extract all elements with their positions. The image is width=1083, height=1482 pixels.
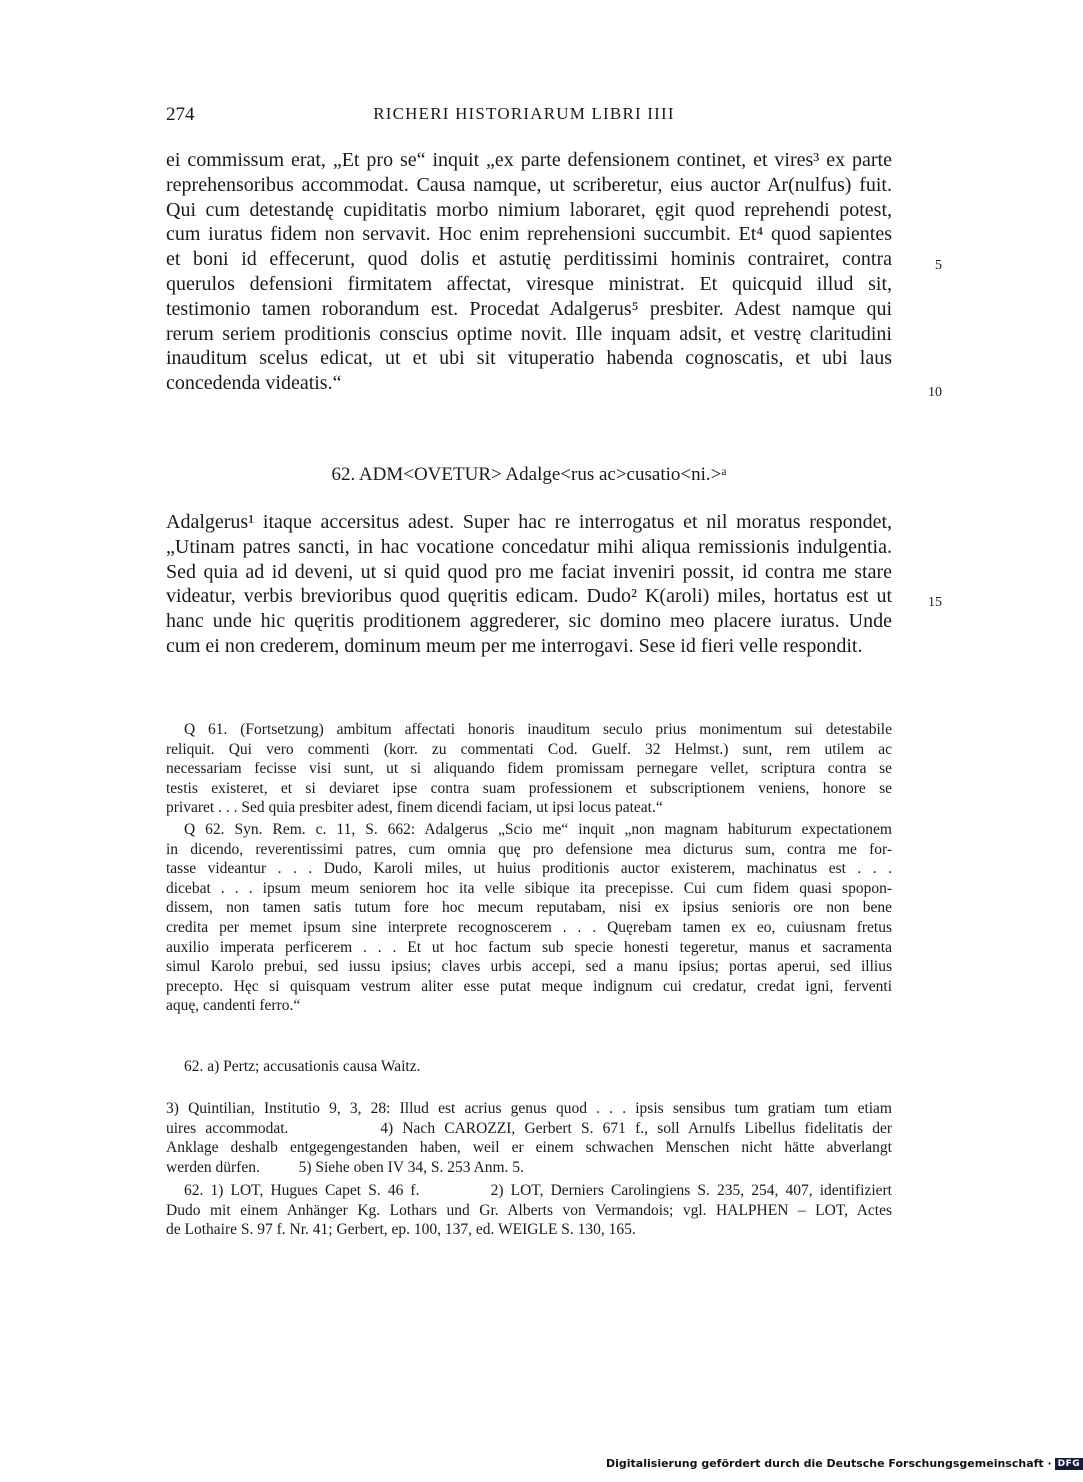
funding-footer: [606, 1457, 1081, 1473]
footnote-line: de Lothaire S. 97 f. Nr. 41; Gerbert, ep. 100, 137, ed. WEIGLE S. 130, 165.: [166, 1221, 636, 1239]
funding-note: Digitalisierung gefördert durch die Deutsche Forschungsgemeinschaft ·: [606, 1457, 1052, 1470]
page-header: [166, 104, 882, 130]
footnotes-62: [166, 1181, 892, 1240]
text-line: Sed quia ad id deveni, ut si quid quod pro me faciat inveniri possit, id contra me stare: [166, 560, 892, 583]
dfg-logo-icon: DFG: [1055, 1458, 1083, 1470]
note-line: tasse videantur . . . Dudo, Karoli miles, ut huius proditionis auctor existerem, machinatus est . . .: [166, 860, 892, 878]
running-title: RICHERI HISTORIARUM LIBRI IIII: [373, 104, 675, 123]
text-line: Adalgerus¹ itaque accersitus adest. Super hac re interrogatus et nil moratus respondet,: [166, 511, 892, 533]
source-note-q62: [166, 820, 892, 1016]
footnote-line: 62. 1) LOT, Hugues Capet S. 46 f. 2) LOT, Derniers Carolingiens S. 235, 254, 407, identifiziert: [184, 1182, 892, 1199]
chapter-heading: 62. ADM<OVETUR> Adalge<rus ac>cusatio<ni.>ᵃ: [331, 464, 727, 485]
note-line: Q 61. (Fortsetzung) ambitum affectati honoris inauditum seculo prius monimentum sui detestabile: [184, 721, 892, 738]
footnote-line: uires accommodat. 4) Nach CAROZZI, Gerbert S. 671 f., soll Arnulfs Libellus fidelitatis der: [166, 1119, 892, 1137]
apparatus-line: 62. a) Pertz; accusationis causa Waitz.: [184, 1058, 421, 1075]
note-line: reliquit. Qui vero commenti (korr. zu commentati Cod. Guelf. 32 Helmst.) sunt, rem utilem ac: [166, 740, 892, 758]
text-line: et boni id effecerunt, quod dolis et astutię perditissimi hominis contrairet, contra: [166, 248, 892, 271]
footnote-line: Dudo mit einem Anhänger Kg. Lothars und Gr. Alberts von Vermandois; vgl. HALPHEN – LOT, Actes: [166, 1201, 892, 1219]
note-line: necessariam fecisse visi sunt, ut si aliquando fidem promissam pernegare vellet, scriptura contra se: [166, 760, 892, 778]
text-line: Qui cum detestandę cupiditatis morbo nimium laboraret, ęgit quod reprehendi potest,: [166, 198, 892, 221]
footnote-line: 3) Quintilian, Institutio 9, 3, 28: Illud est acrius genus quod . . . ipsis sensibus tum gratiam tum etiam: [166, 1100, 892, 1117]
source-note-q61: [166, 720, 892, 818]
note-line: Q 62. Syn. Rem. c. 11, S. 662: Adalgerus „Scio me“ inquit „non magnam habiturum expectationem: [184, 821, 892, 838]
note-line: auxilio imperata perficerem . . . Et ut hoc factum sub specie honesti tegeretur, manus et sacramenta: [166, 938, 892, 956]
footnote-line: werden dürfen. 5) Siehe oben IV 34, S. 253 Anm. 5.: [166, 1158, 524, 1176]
note-line: precepto. Hęc si quisquam vestrum aliter esse putat meque indignum cui credatur, credat igni, ferventi: [166, 977, 892, 995]
text-line: concedenda videatis.“: [166, 372, 342, 395]
note-line: simul Karolo prebui, sed iussu ipsius; claves urbis accepi, sed a manu ipsius; portas aperui, sed illius: [166, 958, 892, 976]
footnotes-61: [166, 1099, 892, 1177]
note-line: aquę, candenti ferro.“: [166, 997, 301, 1015]
text-line: „Utinam patres sancti, in hac vocatione concedatur mihi aliqua remissionis indulgentia.: [166, 535, 892, 558]
line-number-10: 10: [928, 385, 942, 400]
footnote-line: Anklage deshalb entgegengestanden haben, weil er einem schwachen Menschen nicht hätte abverlangt: [166, 1139, 892, 1157]
line-number-5: 5: [935, 258, 942, 273]
note-line: in dicendo, reverentissimi patres, cum omnia quę pro defensione mea dicturus sum, contra me for-: [166, 840, 892, 858]
text-line: ei commissum erat, „Et pro se“ inquit „ex parte defensionem continet, et vires³ ex parte: [166, 149, 892, 171]
text-line: cum iuratus fidem non servavit. Hoc enim reprehensioni succumbit. Et⁴ quod sapientes: [166, 223, 892, 246]
text-line: videatur, verbis brevioribus quod quęritis edicam. Dudo² K(aroli) miles, hortatus est ut: [166, 585, 892, 608]
text-line: hanc unde hic quęritis proditionem aggrederer, sic domino meo placere iuratus. Unde: [166, 610, 892, 633]
text-line: cum ei non crederem, dominum meum per me interrogavi. Sese id fieri velle respondit.: [166, 634, 863, 657]
text-line: inauditum scelus edicat, ut et ubi sit vituperatio habenda cognoscatis, et ubi laus: [166, 347, 892, 370]
note-line: credita per memet ipsum sine interprete recognoscerem . . . Quęrebam tamen ex eo, cuiusnam fretus: [166, 918, 892, 936]
note-line: testis existeret, et si deviaret ipse contra suam professionem et subscriptionem veniens, honore se: [166, 779, 892, 797]
note-line: privaret . . . Sed quia presbiter adest, finem dicendi faciam, ut ipsi locus pateat.“: [166, 799, 663, 817]
note-line: dissem, non tamen satis tutum fore hoc mecum reputabam, nisi ex ipsius senioris ore non bene: [166, 899, 892, 917]
page-number: 274: [166, 104, 195, 125]
text-line: reprehensoribus accommodat. Causa namque, ut scriberetur, eius auctor Ar(nulfus) fuit.: [166, 173, 892, 196]
main-text-block-2: [166, 510, 892, 659]
critical-apparatus: [166, 1057, 892, 1077]
text-line: querulos defensioni firmitatem affectat, viresque ministrat. Et quicquid illud sit,: [166, 272, 892, 295]
text-line: testimonio tamen roborandum est. Procedat Adalgerus⁵ presbiter. Adest namque qui: [166, 297, 892, 320]
main-text-block-1: [166, 148, 892, 396]
note-line: dicebat . . . ipsum meum seniorem hoc ita velle sibique ita precepisse. Cui cum fidem quasi spopon-: [166, 879, 892, 897]
line-number-15: 15: [928, 595, 942, 610]
text-line: rerum seriem proditionis conscius optime novit. Ille inquam adsit, et vestrę claritudini: [166, 322, 892, 345]
